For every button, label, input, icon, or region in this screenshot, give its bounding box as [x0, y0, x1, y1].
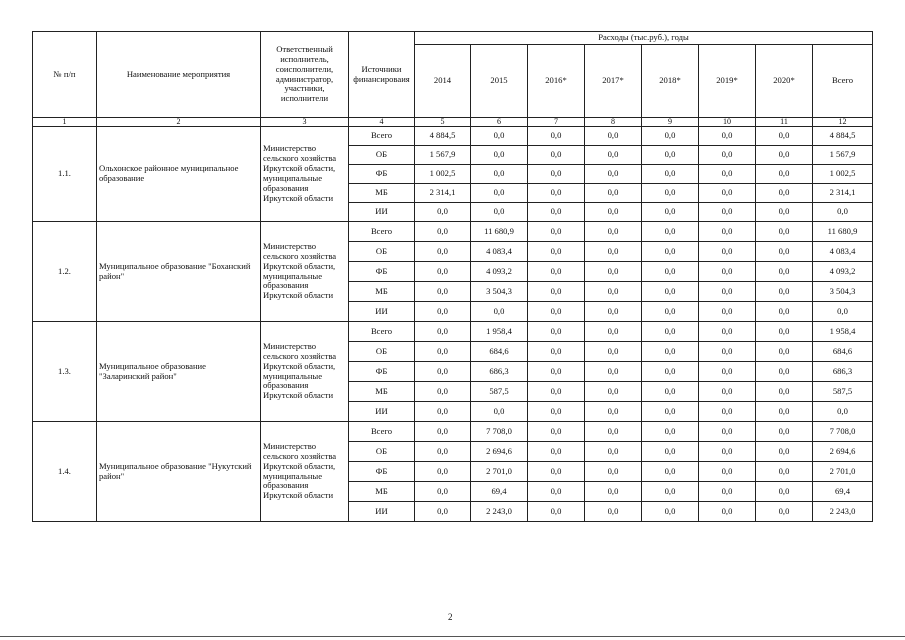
amount-cell: 0,0: [756, 282, 813, 302]
funding-source: МБ: [349, 184, 415, 203]
amount-cell: 0,0: [699, 282, 756, 302]
amount-cell: 0,0: [528, 362, 585, 382]
amount-cell: 0,0: [585, 242, 642, 262]
amount-cell: 0,0: [642, 342, 699, 362]
amount-cell: 0,0: [756, 422, 813, 442]
header-year: 2016*: [528, 45, 585, 118]
amount-cell: 0,0: [585, 222, 642, 242]
amount-cell: 0,0: [528, 146, 585, 165]
funding-source: Всего: [349, 422, 415, 442]
amount-cell: 0,0: [756, 146, 813, 165]
amount-cell: 0,0: [642, 203, 699, 222]
amount-cell: 0,0: [813, 302, 873, 322]
amount-cell: 0,0: [756, 302, 813, 322]
header-column-numbers-row: [33, 118, 873, 127]
amount-cell: 0,0: [415, 322, 471, 342]
bottom-rule: [0, 636, 905, 637]
header-col-sources: Источники финансироваия: [349, 32, 415, 118]
funding-source: ОБ: [349, 442, 415, 462]
amount-cell: 0,0: [471, 165, 528, 184]
amount-cell: 0,0: [415, 502, 471, 522]
amount-cell: 0,0: [471, 127, 528, 146]
responsible-executor: Министерство сельского хозяйства Иркутской области, муниципальные образования Иркутской области: [261, 422, 349, 522]
amount-cell: 0,0: [528, 422, 585, 442]
amount-cell: 686,3: [813, 362, 873, 382]
column-number: 4: [349, 118, 415, 127]
amount-cell: 0,0: [415, 482, 471, 502]
amount-cell: 0,0: [471, 184, 528, 203]
amount-cell: 0,0: [642, 442, 699, 462]
amount-cell: 7 708,0: [471, 422, 528, 442]
amount-cell: 2 243,0: [813, 502, 873, 522]
amount-cell: 0,0: [528, 222, 585, 242]
header-year: 2019*: [699, 45, 756, 118]
funding-source: ИИ: [349, 402, 415, 422]
funding-source: ОБ: [349, 146, 415, 165]
column-number: 7: [528, 118, 585, 127]
amount-cell: 0,0: [585, 502, 642, 522]
amount-cell: 4 093,2: [813, 262, 873, 282]
amount-cell: 0,0: [585, 302, 642, 322]
amount-cell: 0,0: [756, 502, 813, 522]
header-col-responsible: Ответственный исполнитель, соисполнители, администратор, участники, исполнители: [261, 32, 349, 118]
column-number: 5: [415, 118, 471, 127]
amount-cell: 0,0: [415, 402, 471, 422]
amount-cell: 0,0: [415, 203, 471, 222]
amount-cell: 0,0: [528, 302, 585, 322]
table-row: [33, 322, 873, 342]
amount-cell: 4 884,5: [813, 127, 873, 146]
amount-cell: 2 701,0: [813, 462, 873, 482]
amount-cell: 0,0: [642, 482, 699, 502]
header-year: 2020*: [756, 45, 813, 118]
amount-cell: 0,0: [585, 442, 642, 462]
column-number: 1: [33, 118, 97, 127]
amount-cell: 0,0: [756, 184, 813, 203]
amount-cell: 0,0: [415, 222, 471, 242]
table-row: [33, 222, 873, 242]
responsible-executor: Министерство сельского хозяйства Иркутской области, муниципальные образования Иркутской области: [261, 127, 349, 222]
header-expenses: Расходы (тыс.руб.), годы: [415, 32, 873, 45]
amount-cell: 4 884,5: [415, 127, 471, 146]
amount-cell: 0,0: [699, 322, 756, 342]
amount-cell: 0,0: [756, 127, 813, 146]
amount-cell: 0,0: [699, 127, 756, 146]
table-row: [33, 127, 873, 146]
amount-cell: 1 002,5: [415, 165, 471, 184]
amount-cell: 0,0: [642, 222, 699, 242]
amount-cell: 0,0: [699, 482, 756, 502]
amount-cell: 0,0: [642, 462, 699, 482]
amount-cell: 0,0: [642, 282, 699, 302]
amount-cell: 0,0: [642, 184, 699, 203]
measure-name: Муниципальное образование "Заларинский район": [97, 322, 261, 422]
amount-cell: 0,0: [756, 382, 813, 402]
amount-cell: 3 504,3: [471, 282, 528, 302]
funding-source: МБ: [349, 482, 415, 502]
funding-source: Всего: [349, 222, 415, 242]
amount-cell: 0,0: [756, 203, 813, 222]
column-number: 11: [756, 118, 813, 127]
amount-cell: 0,0: [699, 165, 756, 184]
header-year: 2015: [471, 45, 528, 118]
funding-source: ФБ: [349, 262, 415, 282]
header-year: 2017*: [585, 45, 642, 118]
row-number: 1.2.: [33, 222, 97, 322]
funding-source: Всего: [349, 127, 415, 146]
row-number: 1.4.: [33, 422, 97, 522]
header-year: 2018*: [642, 45, 699, 118]
amount-cell: 0,0: [699, 442, 756, 462]
column-number: 9: [642, 118, 699, 127]
amount-cell: 0,0: [471, 146, 528, 165]
amount-cell: 1 567,9: [813, 146, 873, 165]
amount-cell: 0,0: [471, 302, 528, 322]
amount-cell: 0,0: [585, 146, 642, 165]
amount-cell: 0,0: [585, 462, 642, 482]
amount-cell: 4 093,2: [471, 262, 528, 282]
amount-cell: 11 680,9: [813, 222, 873, 242]
amount-cell: 0,0: [471, 203, 528, 222]
header-col-no: № п/п: [33, 32, 97, 118]
funding-source: МБ: [349, 382, 415, 402]
amount-cell: 684,6: [813, 342, 873, 362]
amount-cell: 0,0: [642, 322, 699, 342]
amount-cell: 0,0: [528, 127, 585, 146]
amount-cell: 0,0: [528, 242, 585, 262]
amount-cell: 0,0: [585, 262, 642, 282]
amount-cell: 0,0: [415, 422, 471, 442]
header-year: Всего: [813, 45, 873, 118]
amount-cell: 0,0: [585, 282, 642, 302]
amount-cell: 4 083,4: [813, 242, 873, 262]
amount-cell: 0,0: [699, 382, 756, 402]
amount-cell: 69,4: [471, 482, 528, 502]
amount-cell: 0,0: [699, 262, 756, 282]
amount-cell: 0,0: [756, 462, 813, 482]
amount-cell: 0,0: [642, 422, 699, 442]
amount-cell: 0,0: [528, 342, 585, 362]
amount-cell: 4 083,4: [471, 242, 528, 262]
funding-source: ИИ: [349, 302, 415, 322]
amount-cell: 0,0: [528, 482, 585, 502]
header-row-1: [33, 32, 873, 45]
table-row: [33, 422, 873, 442]
amount-cell: 0,0: [528, 322, 585, 342]
amount-cell: 0,0: [756, 165, 813, 184]
amount-cell: 686,3: [471, 362, 528, 382]
amount-cell: 11 680,9: [471, 222, 528, 242]
funding-source: ОБ: [349, 242, 415, 262]
row-number: 1.1.: [33, 127, 97, 222]
amount-cell: 0,0: [756, 402, 813, 422]
amount-cell: 0,0: [415, 302, 471, 322]
amount-cell: 0,0: [585, 382, 642, 402]
funding-source: Всего: [349, 322, 415, 342]
responsible-executor: Министерство сельского хозяйства Иркутской области, муниципальные образования Иркутской области: [261, 222, 349, 322]
amount-cell: 0,0: [415, 342, 471, 362]
amount-cell: 0,0: [813, 402, 873, 422]
amount-cell: 0,0: [528, 402, 585, 422]
amount-cell: 0,0: [642, 402, 699, 422]
page-number: 2: [448, 612, 453, 622]
amount-cell: 1 958,4: [813, 322, 873, 342]
amount-cell: 2 694,6: [471, 442, 528, 462]
column-number: 2: [97, 118, 261, 127]
funding-source: ИИ: [349, 203, 415, 222]
amount-cell: 684,6: [471, 342, 528, 362]
funding-source: МБ: [349, 282, 415, 302]
amount-cell: 1 002,5: [813, 165, 873, 184]
amount-cell: 2 314,1: [415, 184, 471, 203]
amount-cell: 0,0: [642, 502, 699, 522]
funding-source: ОБ: [349, 342, 415, 362]
amount-cell: 3 504,3: [813, 282, 873, 302]
amount-cell: 0,0: [642, 262, 699, 282]
amount-cell: 0,0: [642, 146, 699, 165]
amount-cell: 0,0: [756, 322, 813, 342]
amount-cell: 1 567,9: [415, 146, 471, 165]
amount-cell: 0,0: [415, 242, 471, 262]
amount-cell: 0,0: [642, 382, 699, 402]
funding-source: ФБ: [349, 362, 415, 382]
amount-cell: 2 243,0: [471, 502, 528, 522]
row-number: 1.3.: [33, 322, 97, 422]
amount-cell: 0,0: [585, 362, 642, 382]
amount-cell: 0,0: [642, 165, 699, 184]
header-col-name: Наименование мероприятия: [97, 32, 261, 118]
amount-cell: 0,0: [699, 242, 756, 262]
amount-cell: 0,0: [528, 282, 585, 302]
amount-cell: 0,0: [756, 342, 813, 362]
amount-cell: 0,0: [756, 222, 813, 242]
measure-name: Муниципальное образование "Боханский район": [97, 222, 261, 322]
amount-cell: 0,0: [756, 242, 813, 262]
budget-table: [32, 31, 873, 522]
amount-cell: 0,0: [415, 382, 471, 402]
column-number: 6: [471, 118, 528, 127]
amount-cell: 0,0: [699, 462, 756, 482]
amount-cell: 1 958,4: [471, 322, 528, 342]
amount-cell: 0,0: [528, 382, 585, 402]
amount-cell: 0,0: [528, 442, 585, 462]
amount-cell: 0,0: [642, 127, 699, 146]
amount-cell: 0,0: [699, 222, 756, 242]
amount-cell: 0,0: [699, 402, 756, 422]
amount-cell: 0,0: [528, 462, 585, 482]
amount-cell: 2 701,0: [471, 462, 528, 482]
amount-cell: 2 314,1: [813, 184, 873, 203]
amount-cell: 0,0: [585, 184, 642, 203]
amount-cell: 0,0: [642, 242, 699, 262]
amount-cell: 0,0: [756, 362, 813, 382]
amount-cell: 0,0: [756, 442, 813, 462]
amount-cell: 0,0: [756, 262, 813, 282]
amount-cell: 0,0: [415, 362, 471, 382]
amount-cell: 0,0: [699, 146, 756, 165]
amount-cell: 0,0: [699, 203, 756, 222]
header-year: 2014: [415, 45, 471, 118]
funding-source: ФБ: [349, 165, 415, 184]
amount-cell: 69,4: [813, 482, 873, 502]
amount-cell: 0,0: [585, 203, 642, 222]
amount-cell: 0,0: [471, 402, 528, 422]
amount-cell: 0,0: [528, 262, 585, 282]
column-number: 8: [585, 118, 642, 127]
amount-cell: 587,5: [813, 382, 873, 402]
column-number: 10: [699, 118, 756, 127]
amount-cell: 0,0: [699, 184, 756, 203]
column-number: 3: [261, 118, 349, 127]
amount-cell: 0,0: [528, 165, 585, 184]
funding-source: ФБ: [349, 462, 415, 482]
column-number: 12: [813, 118, 873, 127]
amount-cell: 0,0: [585, 322, 642, 342]
amount-cell: 0,0: [699, 362, 756, 382]
amount-cell: 0,0: [585, 342, 642, 362]
amount-cell: 0,0: [699, 302, 756, 322]
amount-cell: 0,0: [699, 502, 756, 522]
amount-cell: 0,0: [528, 184, 585, 203]
amount-cell: 0,0: [813, 203, 873, 222]
amount-cell: 7 708,0: [813, 422, 873, 442]
responsible-executor: Министерство сельского хозяйства Иркутской области, муниципальные образования Иркутской области: [261, 322, 349, 422]
amount-cell: 0,0: [415, 442, 471, 462]
amount-cell: 0,0: [585, 165, 642, 184]
amount-cell: 2 694,6: [813, 442, 873, 462]
measure-name: Ольхонское районное муниципальное образование: [97, 127, 261, 222]
amount-cell: 0,0: [415, 262, 471, 282]
amount-cell: 0,0: [585, 422, 642, 442]
amount-cell: 0,0: [528, 502, 585, 522]
amount-cell: 0,0: [699, 342, 756, 362]
amount-cell: 0,0: [642, 362, 699, 382]
amount-cell: 0,0: [415, 282, 471, 302]
funding-source: ИИ: [349, 502, 415, 522]
amount-cell: 0,0: [585, 482, 642, 502]
amount-cell: 0,0: [528, 203, 585, 222]
amount-cell: 0,0: [642, 302, 699, 322]
measure-name: Муниципальное образование "Нукутский район": [97, 422, 261, 522]
amount-cell: 0,0: [415, 462, 471, 482]
amount-cell: 0,0: [585, 402, 642, 422]
amount-cell: 0,0: [756, 482, 813, 502]
amount-cell: 0,0: [585, 127, 642, 146]
amount-cell: 0,0: [699, 422, 756, 442]
amount-cell: 587,5: [471, 382, 528, 402]
